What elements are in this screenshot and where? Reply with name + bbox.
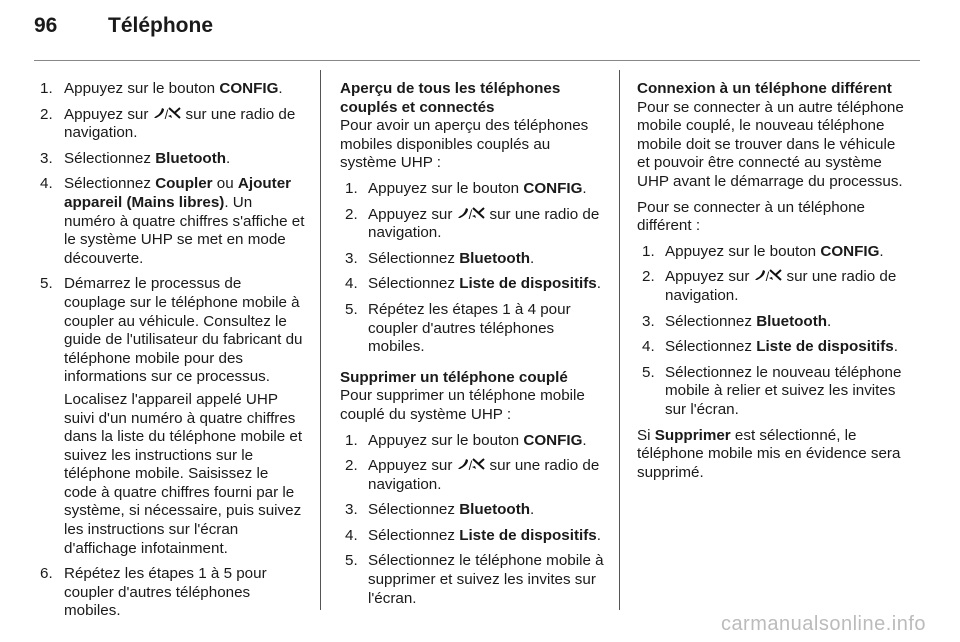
list-item: 2. Appuyez sur / sur une radio de navigation. <box>642 268 897 304</box>
list-item: 4. Sélectionnez Coupler ou Ajouter appareil (Mains libres). Un numéro à quatre chiffres s'affiche et le système UHP se met en mode découverte. <box>40 175 305 267</box>
list-item: 3. Sélectionnez Bluetooth. <box>40 149 231 167</box>
section-heading: Supprimer un téléphone couplé <box>340 368 568 386</box>
phone-hangup-icon <box>168 107 181 119</box>
column-divider-1 <box>320 70 321 610</box>
list-item: 5. Démarrez le processus de couplage sur le téléphone mobile à coupler au véhicule. Consultez le guide de l'utilisateur du fabricant du téléphone mobile pour des informations sur ce processus. Localisez l'appareil appelé UHP suivi d'un numéro à quatre chiffres dans la liste du téléphone mobile et suivez les instructions sur le téléphone mobile. Saisissez le code à quatre chiffres fourni par le système, si nécessaire, puis suivez les instructions sur l'écran d'affichage infotainment. <box>40 275 303 557</box>
phone-call-icon <box>457 458 469 470</box>
page-header <box>34 14 213 48</box>
paragraph: Pour se connecter à un autre téléphone mobile couplé, le nouveau téléphone mobile doit se trouver dans le véhicule et pouvoir être connecté au système UHP avant le démarrage du processus. <box>637 98 904 190</box>
paragraph: Pour supprimer un téléphone mobile couplé du système UHP : <box>340 387 585 423</box>
list-item: 4. Sélectionnez Liste de dispositifs. <box>345 526 601 544</box>
list-item: 1. Appuyez sur le bouton CONFIG. <box>642 242 884 260</box>
list-item: 4. Sélectionnez Liste de dispositifs. <box>345 275 601 293</box>
list-item: 3. Sélectionnez Bluetooth. <box>345 249 535 267</box>
phone-hangup-icon <box>472 207 485 219</box>
list-item: 5. Répétez les étapes 1 à 4 pour coupler d'autres téléphones mobiles. <box>345 300 571 356</box>
paragraph: Si Supprimer est sélectionné, le téléphone mobile mis en évidence sera supprimé. <box>637 426 901 481</box>
column-2 <box>340 80 604 615</box>
list-item: 1. Appuyez sur le bouton CONFIG. <box>345 431 587 449</box>
list-item: 3. Sélectionnez Bluetooth. <box>642 312 832 330</box>
column-1 <box>35 80 305 628</box>
phone-call-icon <box>153 107 165 119</box>
phone-call-icon <box>457 207 469 219</box>
list-item: 2. Appuyez sur / sur une radio de navigation. <box>40 105 296 142</box>
list-item: 2. Appuyez sur / sur une radio de navigation. <box>345 205 600 242</box>
section-heading: Aperçu de tous les téléphones couplés et connectés <box>340 80 561 116</box>
watermark: carmanualsonline.info <box>720 613 926 635</box>
overview-steps-list <box>340 180 604 357</box>
connect-steps-list <box>637 243 905 420</box>
delete-steps-list <box>340 432 604 609</box>
column-divider-2 <box>619 70 620 610</box>
section-heading: Connexion à un téléphone différent <box>637 80 892 97</box>
phone-hangup-icon <box>769 269 782 281</box>
list-item: 6. Répétez les étapes 1 à 5 pour coupler d'autres téléphones mobiles. <box>40 565 267 620</box>
column-3 <box>637 80 905 489</box>
paragraph: Pour avoir un aperçu des téléphones mobiles disponibles couplés au système UHP : <box>340 117 589 172</box>
list-item: 5. Sélectionnez le téléphone mobile à supprimer et suivez les invites sur l'écran. <box>345 552 604 607</box>
list-item: 5. Sélectionnez le nouveau téléphone mobile à relier et suivez les invites sur l'écran. <box>642 363 902 418</box>
page-number: 96 <box>34 14 58 37</box>
header-rule <box>34 60 920 61</box>
list-item: 1. Appuyez sur le bouton CONFIG. <box>345 179 587 197</box>
list-item: 2. Appuyez sur / sur une radio de navigation. <box>345 457 600 493</box>
phone-hangup-icon <box>472 458 485 470</box>
list-item: 4. Sélectionnez Liste de dispositifs. <box>642 338 898 356</box>
page-title: Téléphone <box>108 14 214 37</box>
phone-call-icon <box>754 269 766 281</box>
pairing-steps-list <box>35 80 305 621</box>
paragraph: Pour se connecter à un téléphone différent : <box>637 198 865 235</box>
list-item: 1. Appuyez sur le bouton CONFIG. <box>40 80 283 97</box>
list-item: 3. Sélectionnez Bluetooth. <box>345 501 535 519</box>
